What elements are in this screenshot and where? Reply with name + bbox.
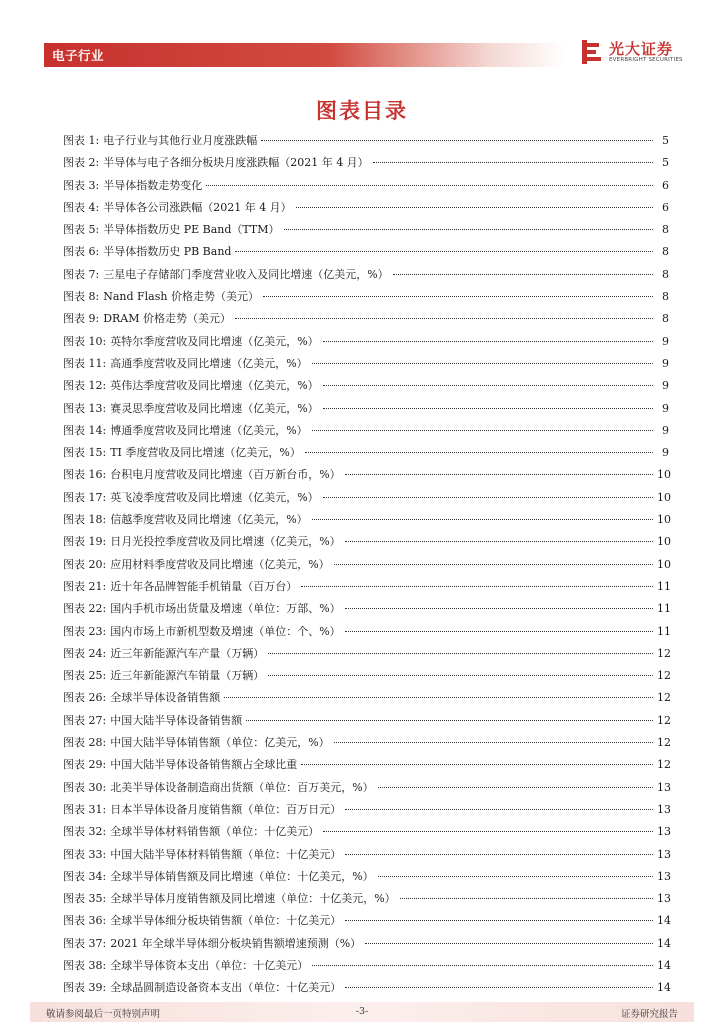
toc-entry-title: 全球半导体细分板块销售额（单位：十亿美元） [110, 914, 342, 928]
toc-entry-label: 图表 15: [63, 446, 107, 460]
toc-entry[interactable] [63, 264, 669, 286]
toc-entry-title: 2021 年全球半导体细分板块销售额增速预测（%） [110, 936, 362, 950]
toc-entry-label: 图表 4: [63, 200, 100, 214]
toc-entry-title: 半导体指数历史 PB Band [103, 245, 232, 259]
toc-leader-dots [305, 452, 653, 453]
toc-entry-title: 国内手机市场出货量及增速（单位：万部、%） [110, 602, 341, 616]
toc-entry-title: 英伟达季度营收及同比增速（亿美元，%） [110, 379, 319, 393]
toc-entry-title: 中国大陆半导体销售额（单位：亿美元，%） [110, 736, 330, 750]
toc-entry-label: 图表 39: [63, 981, 107, 995]
toc-leader-dots [268, 653, 653, 654]
toc-entry-label: 图表 34: [63, 869, 107, 883]
toc-entry-page: 9 [662, 446, 669, 460]
toc-leader-dots [378, 876, 653, 877]
toc-entry-title: 中国大陆半导体材料销售额（单位：十亿美元） [110, 847, 342, 861]
toc-leader-dots [301, 764, 653, 765]
toc-entry[interactable] [63, 621, 669, 643]
toc-entry-label: 图表 33: [63, 847, 107, 861]
toc-entry-title: 赛灵思季度营收及同比增速（亿美元，%） [110, 401, 319, 415]
footer-report-type: 证券研究报告 [620, 1009, 678, 1020]
toc-entry[interactable] [63, 420, 669, 442]
toc-entry-page: 13 [657, 780, 671, 794]
brand-logo [580, 37, 700, 67]
toc-entry-title: 半导体与电子各细分板块月度涨跌幅（2021 年 4 月） [103, 156, 369, 170]
toc-entry-label: 图表 22: [63, 602, 107, 616]
toc-leader-dots [284, 229, 653, 230]
toc-entry-page: 6 [662, 200, 669, 214]
toc-leader-dots [334, 564, 653, 565]
toc-leader-dots [323, 497, 653, 498]
toc-entry-title: 信越季度营收及同比增速（亿美元，%） [110, 513, 308, 527]
toc-entry-page: 12 [657, 736, 671, 750]
toc-entry-title: 北美半导体设备制造商出货额（单位：百万美元，%） [110, 780, 374, 794]
toc-entry-label: 图表 17: [63, 490, 107, 504]
toc-entry-title: 全球半导体销售额及同比增速（单位：十亿美元，%） [110, 869, 374, 883]
toc-entry-page: 9 [662, 401, 669, 415]
toc-leader-dots [345, 920, 653, 921]
toc-entry-label: 图表 6: [63, 245, 100, 259]
toc-entry[interactable] [63, 353, 669, 375]
toc-entry[interactable] [63, 331, 669, 353]
toc-entry-title: 半导体指数走势变化 [103, 178, 203, 192]
toc-entry[interactable] [63, 888, 669, 910]
toc-entry[interactable] [63, 442, 669, 464]
toc-entry-title: 日本半导体设备月度销售额（单位：百万日元） [110, 802, 342, 816]
toc-entry-label: 图表 19: [63, 535, 107, 549]
toc-entry-page: 13 [657, 869, 671, 883]
everbright-logo-icon [580, 39, 604, 65]
toc-entry-title: 电子行业与其他行业月度涨跌幅 [103, 134, 258, 147]
toc-entry-label: 图表 20: [63, 557, 107, 571]
toc-entry-title: 英特尔季度营收及同比增速（亿美元，%） [110, 334, 319, 348]
toc-leader-dots [345, 541, 653, 542]
toc-leader-dots [345, 987, 653, 988]
toc-leader-dots [301, 586, 653, 587]
toc-entry-page: 9 [662, 334, 669, 348]
toc-entry-page: 11 [657, 602, 671, 616]
toc-entry-label: 图表 21: [63, 579, 107, 593]
brand-name-en: EVERBRIGHT SECURITIES [609, 57, 683, 63]
toc-leader-dots [323, 341, 653, 342]
toc-leader-dots [334, 742, 653, 743]
toc-entry[interactable] [63, 821, 669, 843]
toc-leader-dots [261, 140, 653, 141]
toc-entry-label: 图表 12: [63, 379, 107, 393]
toc-entry[interactable] [63, 977, 669, 999]
toc-entry[interactable] [63, 687, 669, 709]
toc-leader-dots [312, 519, 653, 520]
toc-entry-page: 8 [662, 267, 669, 281]
toc-entry[interactable] [63, 464, 669, 486]
toc-leader-dots [345, 809, 653, 810]
toc-entry-title: 半导体指数历史 PE Band（TTM） [103, 223, 280, 237]
toc-entry[interactable] [63, 598, 669, 620]
toc-entry-label: 图表 16: [63, 468, 107, 482]
toc-entry-title: DRAM 价格走势（美元） [103, 312, 232, 326]
toc-entry-page: 10 [657, 513, 671, 527]
toc-leader-dots [345, 631, 653, 632]
toc-entry-page: 14 [657, 981, 671, 995]
toc-entry[interactable] [63, 487, 669, 509]
page-number: -3- [355, 1006, 369, 1017]
toc-leader-dots [246, 720, 653, 721]
toc-leader-dots [365, 943, 653, 944]
toc-entry-page: 5 [662, 134, 669, 147]
toc-entry[interactable] [63, 375, 669, 397]
toc-entry-page: 10 [657, 490, 671, 504]
toc-entry-title: 英飞凌季度营收及同比增速（亿美元，%） [110, 490, 319, 504]
toc-entry[interactable] [63, 130, 669, 152]
toc-entry-page: 11 [657, 624, 671, 638]
toc-entry-title: 中国大陆半导体设备销售额 [110, 713, 243, 727]
toc-entry-page: 13 [657, 847, 671, 861]
toc-entry-title: 三星电子存储部门季度营业收入及同比增速（亿美元，%） [103, 267, 389, 281]
toc-leader-dots [263, 296, 653, 297]
toc-entry-label: 图表 29: [63, 758, 107, 772]
toc-leader-dots [312, 965, 653, 966]
toc-entry-title: 近十年各品牌智能手机销量（百万台） [110, 579, 298, 593]
toc-entry[interactable] [63, 576, 669, 598]
toc-entry-page: 12 [657, 691, 671, 705]
toc-entry-page: 10 [657, 468, 671, 482]
toc-entry-page: 9 [662, 356, 669, 370]
toc-entry-label: 图表 5: [63, 223, 100, 237]
toc-entry[interactable] [63, 710, 669, 732]
toc-entry-label: 图表 26: [63, 691, 107, 705]
toc-leader-dots [393, 274, 653, 275]
toc-entry[interactable] [63, 777, 669, 799]
toc-entry[interactable] [63, 175, 669, 197]
toc-entry-page: 13 [657, 892, 671, 906]
toc-entry-label: 图表 2: [63, 156, 100, 170]
footer-disclaimer: 敬请参阅最后一页特别声明 [46, 1009, 161, 1020]
toc-entry-title: 近三年新能源汽车产量（万辆） [110, 646, 265, 660]
toc-entry-title: 应用材料季度营收及同比增速（亿美元，%） [110, 557, 330, 571]
toc-entry[interactable] [63, 286, 669, 308]
toc-entry-label: 图表 10: [63, 334, 107, 348]
toc-entry-title: 国内市场上市新机型数及增速（单位：个、%） [110, 624, 341, 638]
toc-entry[interactable] [63, 531, 669, 553]
toc-entry-label: 图表 24: [63, 646, 107, 660]
toc-entry[interactable] [63, 554, 669, 576]
toc-entry-page: 10 [657, 557, 671, 571]
toc-entry-page: 6 [662, 178, 669, 192]
toc-entry-page: 12 [657, 646, 671, 660]
toc-entry-title: 近三年新能源汽车销量（万辆） [110, 669, 265, 683]
toc-entry[interactable] [63, 844, 669, 866]
toc-entry-page: 14 [657, 936, 671, 950]
toc-entry-title: 全球半导体材料销售额（单位：十亿美元） [110, 825, 320, 839]
toc-entry-label: 图表 13: [63, 401, 107, 415]
toc-leader-dots [323, 385, 653, 386]
toc-leader-dots [268, 675, 653, 676]
toc-entry-page: 9 [662, 423, 669, 437]
toc-title: 图表目录 [316, 99, 408, 123]
toc-entry[interactable] [63, 665, 669, 687]
header-bar [44, 43, 564, 67]
toc-leader-dots [235, 318, 653, 319]
toc-entry-label: 图表 35: [63, 892, 107, 906]
toc-entry-label: 图表 11: [63, 356, 107, 370]
toc-leader-dots [312, 363, 653, 364]
brand-name-cn: 光大证券 [609, 40, 674, 58]
toc-entry-label: 图表 7: [63, 267, 100, 281]
toc-entry-label: 图表 38: [63, 958, 107, 972]
toc-leader-dots [345, 854, 653, 855]
toc-entry-page: 5 [662, 156, 669, 170]
toc-entry-label: 图表 25: [63, 669, 107, 683]
toc-entry-title: 全球晶圆制造设备资本支出（单位：十亿美元） [110, 981, 342, 995]
toc-entry-page: 9 [662, 379, 669, 393]
toc-entry[interactable] [63, 197, 669, 219]
toc-entry-page: 8 [662, 245, 669, 259]
toc-entry[interactable] [63, 152, 669, 174]
toc-entry-page: 13 [657, 825, 671, 839]
toc-entry-label: 图表 28: [63, 736, 107, 750]
toc-entry-title: 日月光投控季度营收及同比增速（亿美元，%） [110, 535, 341, 549]
toc-entry-title: Nand Flash 价格走势（美元） [103, 290, 259, 304]
toc-entry[interactable] [63, 308, 669, 330]
toc-entry-label: 图表 36: [63, 914, 107, 928]
toc-entry-title: 全球半导体月度销售额及同比增速（单位：十亿美元，%） [110, 892, 396, 906]
toc-entry-label: 图表 32: [63, 825, 107, 839]
toc-leader-dots [345, 474, 653, 475]
toc-entry-page: 8 [662, 223, 669, 237]
toc-entry-page: 14 [657, 914, 671, 928]
toc-entry-title: 全球半导体设备销售额 [110, 691, 221, 705]
toc-leader-dots [400, 898, 653, 899]
toc-entry[interactable] [63, 799, 669, 821]
toc-entry-title: 台积电月度营收及同比增速（百万新台币，%） [110, 468, 341, 482]
toc-entry-page: 12 [657, 669, 671, 683]
toc-entry-page: 8 [662, 312, 669, 326]
toc-entry-label: 图表 14: [63, 423, 107, 437]
toc-entry[interactable] [63, 643, 669, 665]
toc-entry-title: 博通季度营收及同比增速（亿美元，%） [110, 423, 308, 437]
toc-entry[interactable] [63, 241, 669, 263]
toc-entry-label: 图表 18: [63, 513, 107, 527]
toc-entry-label: 图表 9: [63, 312, 100, 326]
toc-leader-dots [323, 831, 653, 832]
toc-entry[interactable] [63, 955, 669, 977]
toc-entry[interactable] [63, 754, 669, 776]
toc-entry-label: 图表 8: [63, 290, 100, 304]
toc-entry-label: 图表 31: [63, 802, 107, 816]
toc-entry-page: 14 [657, 958, 671, 972]
toc-entry-label: 图表 30: [63, 780, 107, 794]
toc-entry-label: 图表 37: [63, 936, 107, 950]
toc-entry-label: 图表 1: [63, 134, 100, 147]
toc-entry-page: 8 [662, 290, 669, 304]
toc-leader-dots [378, 787, 653, 788]
toc-entry-page: 10 [657, 535, 671, 549]
toc-leader-dots [224, 697, 653, 698]
toc-entry[interactable] [63, 732, 669, 754]
toc-leader-dots [345, 608, 653, 609]
toc-entry[interactable] [63, 866, 669, 888]
sector-label: 电子行业 [52, 48, 105, 63]
toc-leader-dots [296, 207, 653, 208]
toc-entry-page: 12 [657, 713, 671, 727]
toc-leader-dots [206, 185, 653, 186]
toc-entry-page: 13 [657, 802, 671, 816]
toc-entry[interactable] [63, 509, 669, 531]
toc-leader-dots [312, 430, 653, 431]
toc-entry-page: 12 [657, 758, 671, 772]
toc-leader-dots [323, 408, 653, 409]
toc-entry-label: 图表 3: [63, 178, 100, 192]
toc-entry-title: 全球半导体资本支出（单位：十亿美元） [110, 958, 309, 972]
toc-entry[interactable] [63, 910, 669, 932]
toc-entry-title: 高通季度营收及同比增速（亿美元，%） [110, 356, 308, 370]
toc-entry-page: 11 [657, 579, 671, 593]
toc-entry-title: TI 季度营收及同比增速（亿美元，%） [110, 446, 301, 460]
toc-entry[interactable] [63, 933, 669, 955]
toc-entry-label: 图表 23: [63, 624, 107, 638]
toc-entry[interactable] [63, 219, 669, 241]
toc-leader-dots [373, 162, 653, 163]
toc-leader-dots [235, 251, 653, 252]
toc-entry-title: 中国大陆半导体设备销售额占全球比重 [110, 758, 298, 772]
toc-entry[interactable] [63, 398, 669, 420]
toc-list [63, 130, 669, 1000]
toc-entry-label: 图表 27: [63, 713, 107, 727]
toc-entry-title: 半导体各公司涨跌幅（2021 年 4 月） [103, 200, 292, 214]
